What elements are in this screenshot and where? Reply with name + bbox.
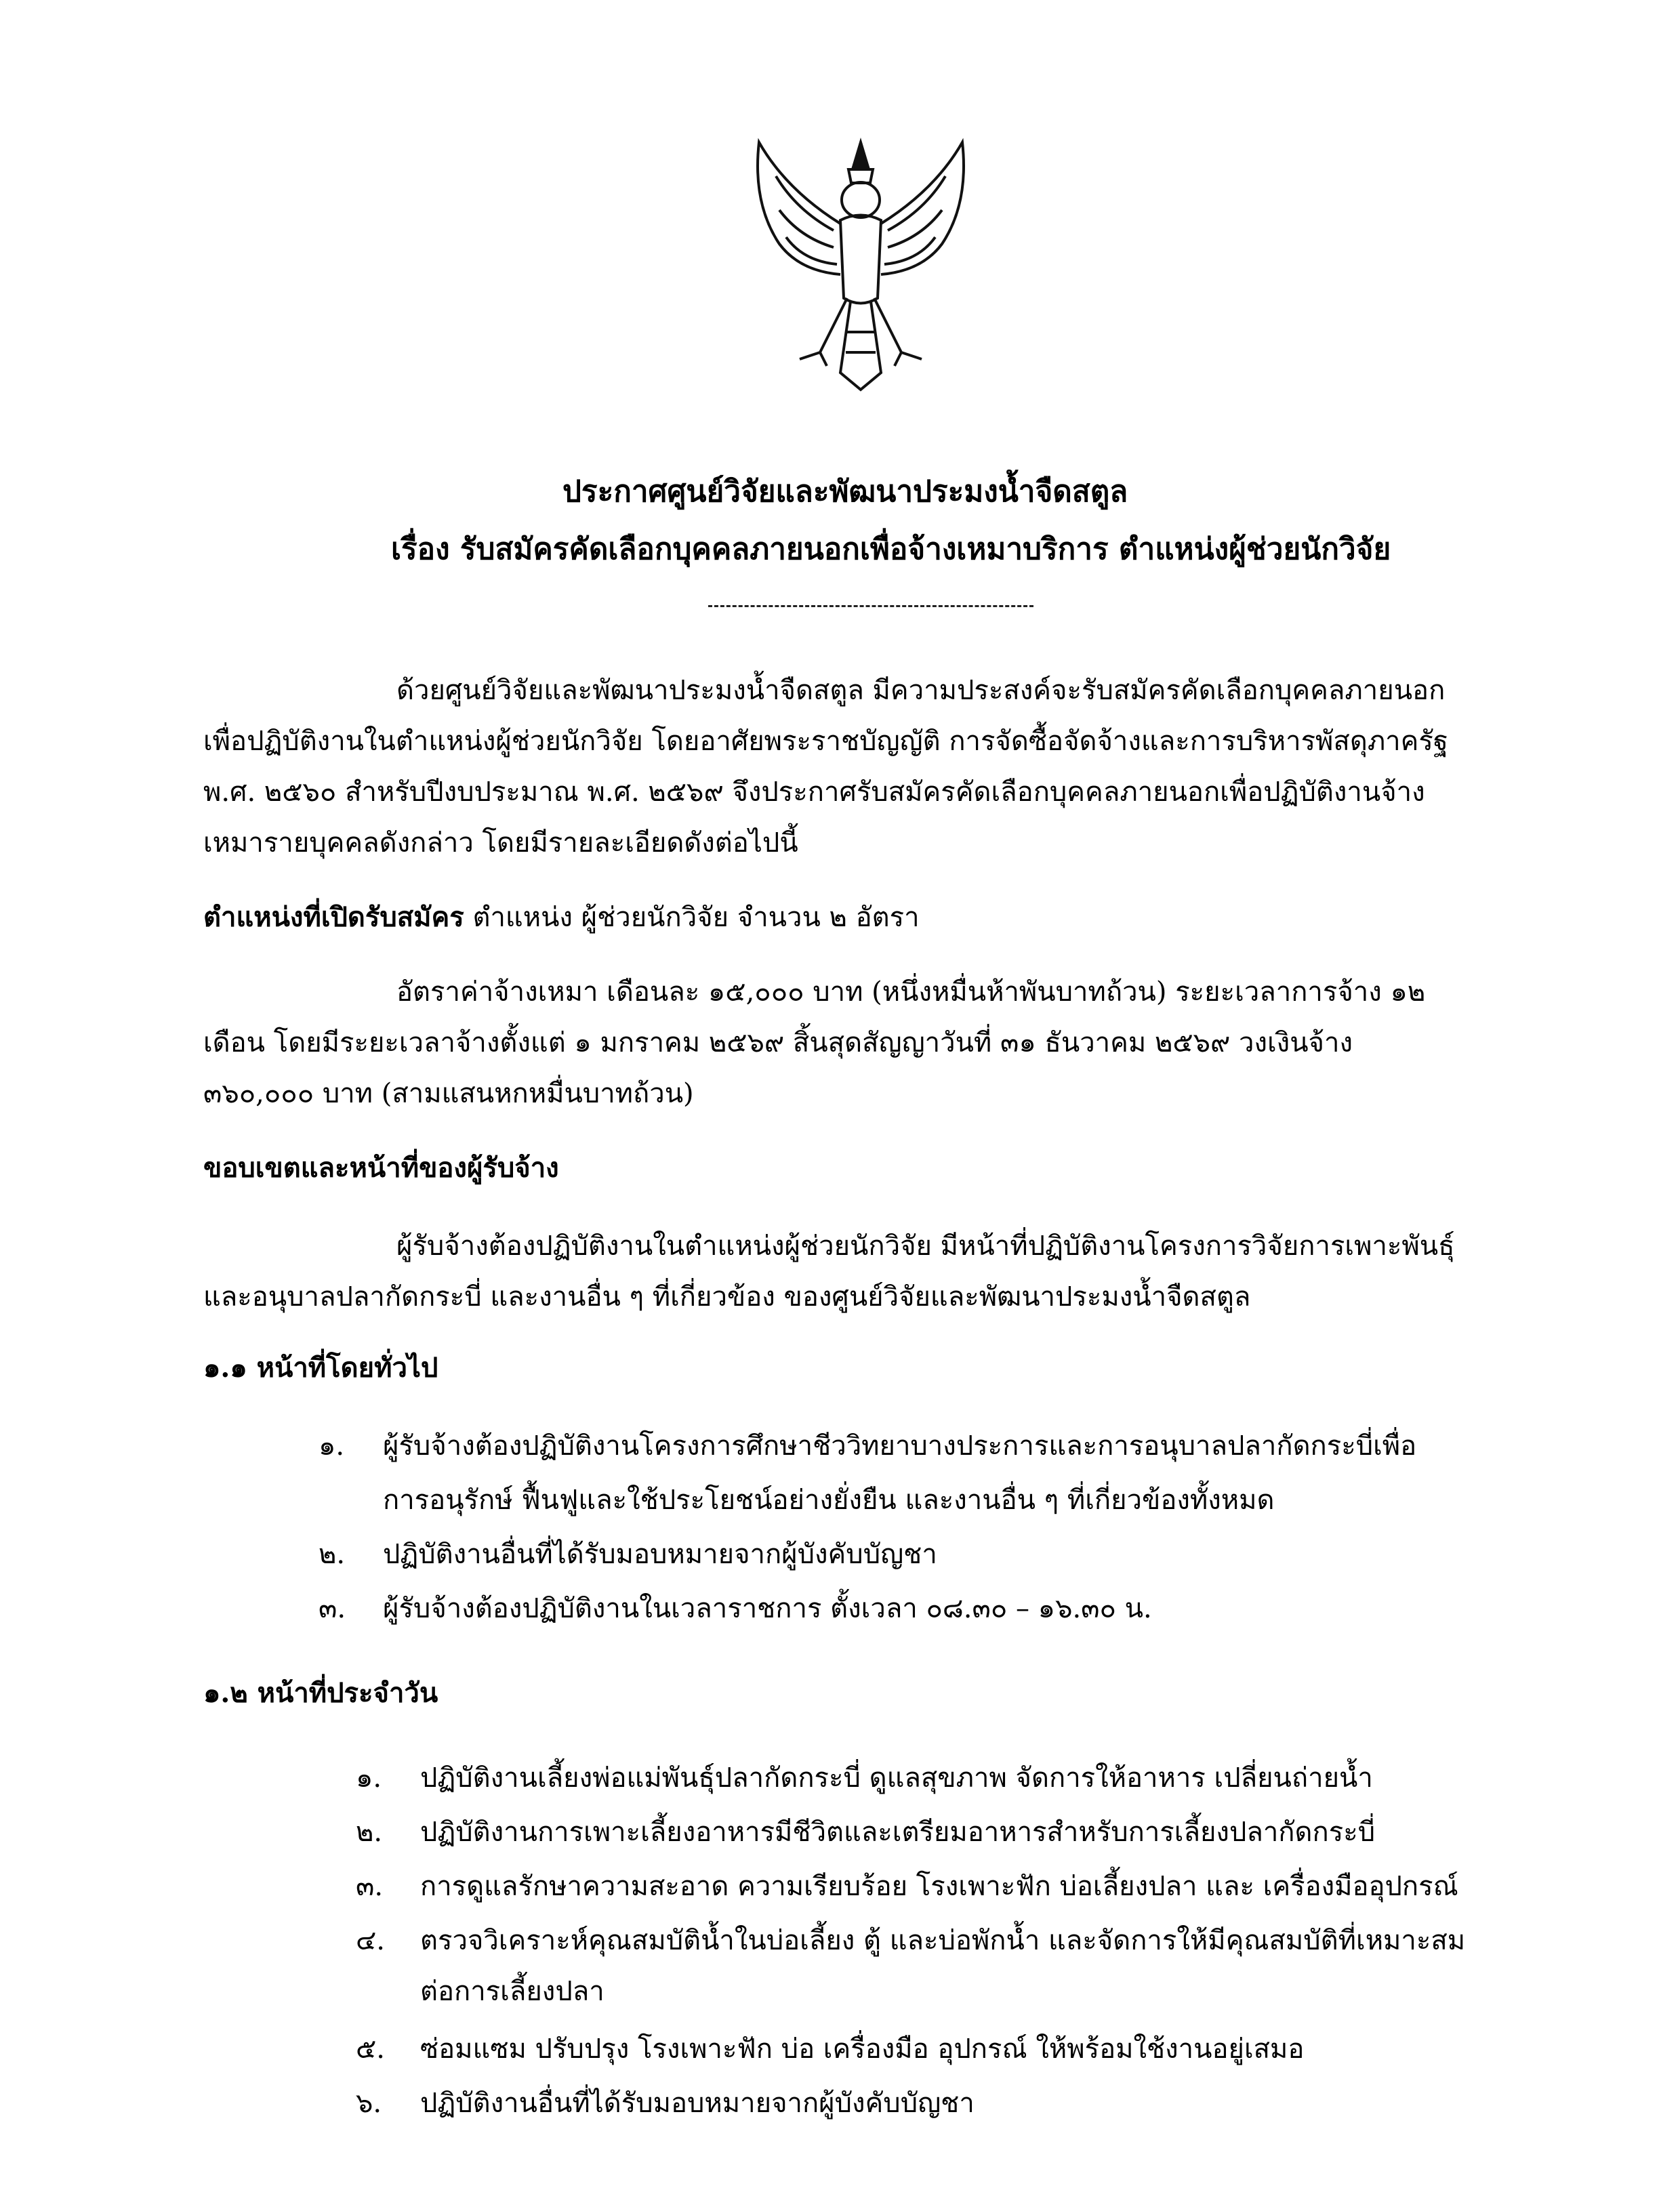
item-text: ผู้รับจ้างต้องปฏิบัติงานในเวลาราชการ ตั้งเวลา ๐๘.๓๐ – ๑๖.๓๐ น. (383, 1593, 1152, 1624)
scope-line: ผู้รับจ้างต้องปฏิบัติงานในตำแหน่งผู้ช่วยนักวิจัย มีหน้าที่ปฏิบัติงานโครงการวิจัยการเพาะพันธุ์ (396, 1231, 1455, 1262)
position-label: ตำแหน่งที่เปิดรับสมัคร (203, 901, 464, 933)
general-duties-heading: ๑.๑ หน้าที่โดยทั่วไป (203, 1352, 438, 1384)
scope-heading: ขอบเขตและหน้าที่ของผู้รับจ้าง (203, 1152, 559, 1184)
title-divider (708, 605, 1033, 607)
wage-line: ๓๖๐,๐๐๐ บาท (สามแสนหกหมื่นบาทถ้วน) (203, 1078, 694, 1109)
item-number: ๓. (319, 1593, 346, 1624)
daily-duty-item (356, 2087, 975, 2120)
general-duty-item (319, 1430, 1416, 1462)
daily-duties-heading: ๑.๒ หน้าที่ประจำวัน (203, 1677, 438, 1709)
intro-line: ด้วยศูนย์วิจัยและพัฒนาประมงน้ำจืดสตูล มีความประสงค์จะรับสมัครคัดเลือกบุคคลภายนอก (396, 675, 1446, 706)
wage-line: อัตราค่าจ้างเหมา เดือนละ ๑๕,๐๐๐ บาท (หนึ่งหมื่นห้าพันบาทถ้วน) ระยะเวลาการจ้าง ๑๒ (396, 976, 1426, 1008)
item-text: ซ่อมแซม ปรับปรุง โรงเพาะฟัก บ่อ เครื่องมือ อุปกรณ์ ให้พร้อมใช้งานอยู่เสมอ (420, 2034, 1305, 2065)
daily-duty-item (356, 1870, 1458, 1903)
scope-line: และอนุบาลปลากัดกระบี่ และงานอื่น ๆ ที่เกี่ยวข้อง ของศูนย์วิจัยและพัฒนาประมงน้ำจืดสตูล (203, 1281, 1251, 1313)
item-text: ปฏิบัติงานอื่นที่ได้รับมอบหมายจากผู้บังคับบัญชา (420, 2088, 975, 2119)
intro-line: พ.ศ. ๒๕๖๐ สำหรับปีงบประมาณ พ.ศ. ๒๕๖๙ จึงประกาศรับสมัครคัดเลือกบุคคลภายนอกเพื่อปฏิบัติงานจ้าง (203, 777, 1425, 808)
garuda-emblem-icon (739, 129, 983, 400)
item-number: ๔. (356, 1925, 385, 1956)
item-number: ๓. (356, 1871, 384, 1902)
daily-duty-item (356, 1816, 1375, 1849)
intro-line: เหมารายบุคคลดังกล่าว โดยมีรายละเอียดดังต่อไปนี้ (203, 827, 798, 859)
general-duty-item (319, 1592, 1152, 1625)
item-text: ปฏิบัติงานการเพาะเลี้ยงอาหารมีชีวิตและเตรียมอาหารสำหรับการเลี้ยงปลากัดกระบี่ (420, 1817, 1376, 1848)
item-number: ๑. (356, 1762, 382, 1794)
wage-line: เดือน โดยมีระยะเวลาจ้างตั้งแต่ ๑ มกราคม ๒๕๖๙ สิ้นสุดสัญญาวันที่ ๓๑ ธันวาคม ๒๕๖๙ วงเงินจ้าง (203, 1027, 1353, 1058)
item-text: การดูแลรักษาความสะอาด ความเรียบร้อย โรงเพาะฟัก บ่อเลี้ยงปลา และ เครื่องมืออุปกรณ์ (420, 1871, 1458, 1902)
item-number: ๒. (319, 1539, 346, 1570)
daily-duty-item (356, 1762, 1373, 1794)
item-number: ๒. (356, 1817, 383, 1848)
item-text: การอนุรักษ์ ฟื้นฟูและใช้ประโยชน์อย่างยั่งยืน และงานอื่น ๆ ที่เกี่ยวข้องทั้งหมด (383, 1485, 1275, 1516)
item-text: ปฏิบัติงานเลี้ยงพ่อแม่พันธุ์ปลากัดกระบี่ ดูแลสุขภาพ จัดการให้อาหาร เปลี่ยนถ่ายน้ำ (420, 1762, 1373, 1794)
page-subtitle: เรื่อง รับสมัครคัดเลือกบุคคลภายนอกเพื่อจ้างเหมาบริการ ตำแหน่งผู้ช่วยนักวิจัย (391, 532, 1391, 566)
daily-duty-item (356, 1975, 605, 2008)
daily-duty-item (356, 1924, 1465, 1957)
position-line (203, 901, 920, 934)
page-title: ประกาศศูนย์วิจัยและพัฒนาประมงน้ำจืดสตูล (562, 474, 1128, 509)
item-text: ต่อการเลี้ยงปลา (420, 1976, 605, 2007)
general-duty-item (319, 1538, 937, 1571)
item-number: ๕. (356, 2034, 385, 2065)
position-text: ตำแหน่ง ผู้ช่วยนักวิจัย จำนวน ๒ อัตรา (464, 902, 920, 933)
daily-duty-item (356, 2033, 1304, 2065)
item-text: ปฏิบัติงานอื่นที่ได้รับมอบหมายจากผู้บังคับบัญชา (383, 1539, 937, 1570)
item-number: ๑. (319, 1430, 345, 1462)
intro-line: เพื่อปฏิบัติงานในตำแหน่งผู้ช่วยนักวิจัย โดยอาศัยพระราชบัญญัติ การจัดซื้อจัดจ้างและการบริหารพัสดุภาครัฐ (203, 726, 1448, 757)
item-text: ตรวจวิเคราะห์คุณสมบัติน้ำในบ่อเลี้ยง ตู้ และบ่อพักน้ำ และจัดการให้มีคุณสมบัติที่เหมาะสม (420, 1925, 1466, 1956)
item-text: ผู้รับจ้างต้องปฏิบัติงานโครงการศึกษาชีววิทยาบางประการและการอนุบาลปลากัดกระบี่เพื่อ (383, 1430, 1417, 1462)
general-duty-item (319, 1484, 1275, 1516)
item-number: ๖. (356, 2088, 382, 2119)
